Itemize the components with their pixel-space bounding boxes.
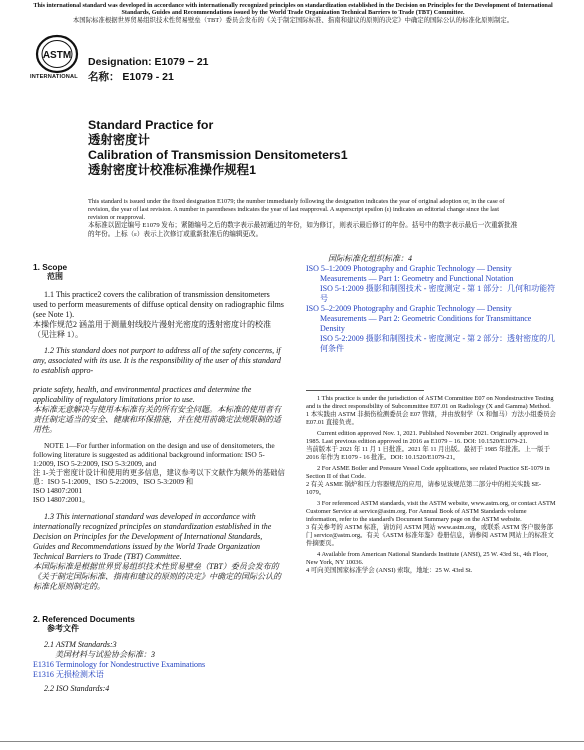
footnote-2: 2 For ASME Boiler and Pressure Vessel Code applications, see related Practice SE-1079 in Section II of that Code. <box>306 465 550 480</box>
footnote-4: 4 Available from American National Standards Institute (ANSI), 25 W. 43rd St., 4th Floor, New York, NY 10036. <box>306 551 549 566</box>
ref-iso-5-2-cn[interactable]: ISO 5-2:2009 摄影和制图技术 - 密度测定 - 第 2 部分：透射密度的几何条件 <box>320 334 556 353</box>
footnote-separator <box>306 390 424 391</box>
issuance-note: This standard is issued under the fixed designation E1079; the number immediately following the designation indicates the year of original adoption or, in the case of revision, the year of last revision. A number in parentheses indicates the year of last reapproval. A superscript epsilon (ε) indicates an editorial change since the last revision or reapproval. <box>88 198 505 222</box>
footnote-1-cn: 1 本实践由 ASTM 非损伤检测委员会 E07 管辖，并由放射学（X 和伽马）方法小组委员会 E07.01 直接负责。 <box>306 411 556 426</box>
refs-heading: 2. Referenced Documents <box>33 614 135 624</box>
iso-intro-cn: 国际标准化组织标准：4 <box>328 254 412 263</box>
footnote-1: 1 This practice is under the jurisdiction of ASTM Committee E07 on Nondestructive Testing and is the direct responsibility of Subcommittee E07.01 on Radiology (X and Gamma) Method. <box>306 395 554 410</box>
title-main-cn: 透射密度计校准标准操作规程1 <box>88 163 256 177</box>
tbt-notice-cn: 本国际标准根据世界贸易组织技术性贸易壁垒（TBT）委员会发布的《关于制定国际标准、指南和建议的原则的决定》中确定的国际公认的标准化原则制定。 <box>72 17 514 24</box>
designation: Designation: E1079 − 21 <box>88 56 209 68</box>
right-column <box>306 254 558 575</box>
scope-1-2-cn: 本标准无意解决与使用本标准有关的所有安全问题。本标准的使用者有责任制定适当的安全、健康和环保措施，并在使用前确定法规限制的适用性。 <box>33 405 281 434</box>
scope-1-3: 1.3 This international standard was developed in accordance with internationally recognized principles on standardization established in the Decision on Principles for the Development of International Standards, Guides and Recommendations issued by the World Trade Organization Technical Barriers to Trade (TBT) Committee. <box>33 512 272 561</box>
ref-iso-5-1-cn[interactable]: ISO 5-1:2009 摄影和制图技术 - 密度测定 - 第 1 部分：几何和功能符号 <box>320 284 556 303</box>
issuance-note-cn: 本标准以固定编号 E1079 发布；紧随编号之后的数字表示最初通过的年份，如为修订，则表示最后修订的年份。括号中的数字表示最后一次重新批准的年份。上标（ε）表示上次修订或重新批准后的编辑更改。 <box>88 222 518 238</box>
bottom-rule <box>0 741 584 742</box>
footnote-2-cn: 2 有关 ASME 锅炉和压力容器规范的应用，请参见该规范第二部分中的相关实践 SE-1079。 <box>306 481 542 496</box>
refs-2-1-cn: 美国材料与试验协会标准：3 <box>55 650 155 659</box>
scope-heading: 1. Scope <box>33 262 68 272</box>
scope-1-2: 1.2 This standard does not purport to address all of the safety concerns, if any, associated with its use. It is the responsibility of the user of this standard to establish appro- <box>33 346 281 375</box>
scope-1-3-cn: 本国际标准是根据世界贸易组织技术性贸易壁垒（TBT）委员会发布的《关于制定国际标准、指南和建议的原则的决定》中确定的国际公认的标准化原则制定的。 <box>33 562 281 591</box>
ref-iso-5-2[interactable]: ISO 5–2:2009 Photography and Graphic Technology — Density Measurements — Part 2: Geometric Conditions for Transmittance Density <box>306 304 532 333</box>
ref-e1316-cn[interactable]: E1316 无损检测术语 <box>33 670 104 679</box>
title-type-cn: 透射密度计 <box>88 133 150 147</box>
astm-logo <box>34 33 80 77</box>
left-column <box>33 262 285 694</box>
note-1-iso: ISO 14807:2001 <box>33 486 83 495</box>
current-edition-cn: 当前版本于 2021 年 11 月 1 日批准。2021 年 11 月出版。最初于 1985 年批准。上一版于 2016 年作为 E1079 - 16 批准。DOI: 10.1520/E1079-21。 <box>306 446 550 461</box>
refs-heading-cn: 参考文件 <box>47 624 79 633</box>
title-block <box>88 118 348 178</box>
logo-international: INTERNATIONAL <box>30 74 78 80</box>
scope-1-1-cn: 本操作规范2 涵盖用于测量射线胶片漫射光密度的透射密度计的校准（见注释 1）。 <box>33 320 271 339</box>
footnote-3-cn: 3 有关参考的 ASTM 标准，请访问 ASTM 网站 www.astm.org，或联系 ASTM 客户服务部门 service@astm.org。有关《ASTM 标准年鉴》卷册信息，请参阅 ASTM 网站上的标准文件摘要页。 <box>306 524 554 547</box>
title-type: Standard Practice for <box>88 118 214 132</box>
ref-iso-5-1[interactable]: ISO 5–1:2009 Photography and Graphic Technology — Density Measurements — Part 1: Geometry and Functional Notation <box>306 264 514 283</box>
refs-2-2: 2.2 ISO Standards:4 <box>44 684 110 693</box>
scope-heading-cn: 范围 <box>47 272 63 281</box>
svg-text:ASTM: ASTM <box>42 50 72 61</box>
footnote-3: 3 For referenced ASTM standards, visit the ASTM website, www.astm.org, or contact ASTM Customer Service at service@astm.org. For Annual Book of ASTM Standards volume information, refer to the standard's Document Summary page on the ASTM website. <box>306 500 556 523</box>
scope-1-2-cont: priate safety, health, and environmental practices and determine the applicability of regulatory limitations prior to use. <box>33 385 252 404</box>
title-main: Calibration of Transmission Densitometers1 <box>88 148 348 162</box>
footnote-4-cn: 4 可向美国国家标准学会 (ANSI) 索取，地址：25 W. 43rd St. <box>306 567 473 574</box>
current-edition: Current edition approved Nov. 1, 2021. Published November 2021. Originally approved in 1985. Last previous edition approved in 2016 as E1079 – 16. DOI: 10.1520/E1079-21. <box>306 430 549 445</box>
scope-1-1: 1.1 This practice2 covers the calibration of transmission densitometers used to perform measurements of diffuse optical density on radiographic films (see Note 1). <box>33 290 284 319</box>
note-1: NOTE 1—For further information on the design and use of densitometers, the following literature is suggested as additional background information: ISO 5-1:2009, ISO 5-2:2009, ISO 5-3:2009, and <box>33 441 275 468</box>
refs-2-1: 2.1 ASTM Standards:3 <box>44 640 117 649</box>
ref-e1316[interactable]: E1316 Terminology for Nondestructive Examinations <box>33 660 206 669</box>
note-1-iso-cn: ISO 14807:2001。 <box>33 495 90 504</box>
tbt-notice: This international standard was developed in accordance with internationally recognized principles on standardization established in the Decision on Principles for the Development of International Standards, Guides and Recommendations issued by the World Trade Organization Technical Barriers to Trade (TBT) Committee. <box>33 2 553 17</box>
note-1-cn: 注 1-关于密度计设计和使用的更多信息，建议参考以下文献作为额外的基础信息：ISO 5-1:2009、ISO 5-2:2009、ISO 5-3:2009 和 <box>33 468 285 486</box>
designation-cn: 名称： E1079 - 21 <box>88 71 174 83</box>
